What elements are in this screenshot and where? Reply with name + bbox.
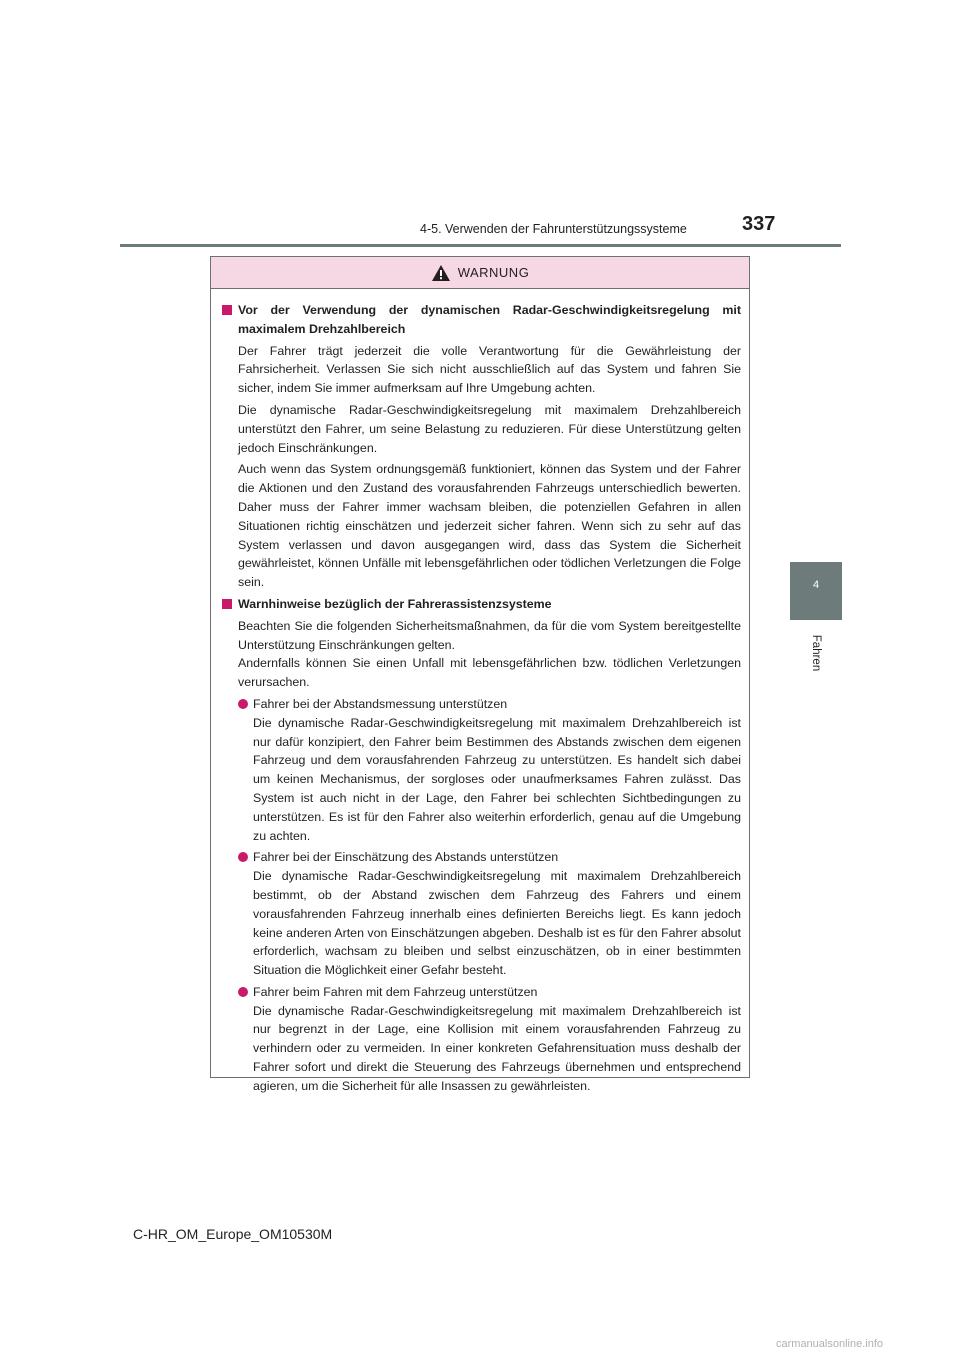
warning-box: [210, 256, 750, 1093]
paragraph: Auch wenn das System ordnungsgemäß funktioniert, können das System und der Fahrer die Aktionen und den Zustand des vorausfahrenden Fahrzeugs unterschiedlich bewerten. Daher muss der Fahrer immer wachsam bleiben, die potenziellen Gefahren in allen Situationen richtig einschätzen und jederzeit sicher fahren. Wenn sich zu sehr auf das System verlassen und davon ausgegangen wird, dass das System die Sicherheit gewährleistet, können Unfälle mit lebensgefährlichen oder tödlichen Verletzungen die Folge sein.: [238, 462, 741, 590]
section-heading-text: Vor der Verwendung der dynamischen Radar-Geschwindigkeitsregelung mit maximalem Drehzahlbereich: [238, 303, 741, 336]
chapter-label: Fahren: [810, 634, 822, 672]
bullet-text: Die dynamische Radar-Geschwindigkeitsregelung mit maximalem Drehzahlbereich bestimmt, ob der Abstand zwischen dem Fahrzeug des Fahrers und einem vorausfahrenden Fahrzeug innerhalb eines definierten Bereichs liegt. Es kann jedoch keine anderen Arten von Einschätzungen abgeben. Deshalb ist es für den Fahrer absolut erforderlich, wachsam zu bleiben und selbst einzuschätzen, ob in einer bestimmten Situation die Möglichkeit einer Gefahr besteht.: [253, 869, 741, 978]
warning-triangle-icon: [431, 264, 451, 282]
bullet-title: Fahrer beim Fahren mit dem Fahrzeug unterstützen: [253, 984, 538, 999]
warning-header: [211, 257, 749, 289]
watermark: carmanualsonline.info: [776, 1338, 884, 1350]
paragraph: Der Fahrer trägt jederzeit die volle Verantwortung für die Gewährleistung der Fahrsicherheit. Verlassen Sie sich nicht ausschließlich auf das System und fahren Sie sicher, indem Sie immer aufmerksam auf Ihre Umgebung achten.: [238, 343, 741, 396]
chapter-number: 4: [812, 579, 820, 591]
bullet-item: [220, 695, 741, 845]
chapter-label-container: [796, 628, 836, 678]
bullet-item: [220, 983, 741, 1096]
square-bullet-icon: [222, 599, 232, 609]
warning-body: [211, 289, 749, 1096]
circle-bullet-icon: [238, 852, 248, 862]
bullet-title: Fahrer bei der Einschätzung des Abstands unterstützen: [253, 850, 559, 865]
section-heading: [220, 301, 741, 339]
paragraph: Beachten Sie die folgenden Sicherheitsmaßnahmen, da für die vom System bereitgestellte Unterstützung Einschränkungen gelten. Andernfalls können Sie einen Unfall mit lebensgefährlichen bzw. tödlichen Verletzungen verursachen.: [238, 618, 741, 690]
circle-bullet-icon: [238, 987, 248, 997]
bullet-text: Die dynamische Radar-Geschwindigkeitsregelung mit maximalem Drehzahlbereich ist nur dafür konzipiert, den Fahrer beim Bestimmen des Abstands zwischen dem eigenen Fahrzeug und dem vorausfahrenden Fahrzeug zu unterstützen. Es handelt sich dabei um keinen Mechanismus, der sorgloses oder unaufmerksames Fahren zulässt. Das System ist auch nicht in der Lage, den Fahrer bei schlechten Sichtbedingungen zu unterstützen. Es ist für den Fahrer also weiterhin erforderlich, genau auf die Umgebung zu achten.: [253, 715, 741, 843]
chapter-tab: [790, 562, 842, 620]
circle-bullet-icon: [238, 699, 248, 709]
section-heading-text: Warnhinweise bezüglich der Fahrerassistenzsysteme: [238, 596, 552, 611]
bullet-item: [220, 848, 741, 980]
square-bullet-icon: [222, 305, 232, 315]
document-code: C-HR_OM_Europe_OM10530M: [133, 1226, 333, 1242]
page-number: 337: [742, 213, 776, 235]
header-divider: [120, 244, 841, 247]
warning-title: WARNUNG: [457, 265, 530, 280]
bullet-text: Die dynamische Radar-Geschwindigkeitsregelung mit maximalem Drehzahlbereich ist nur begrenzt in der Lage, eine Kollision mit einem vorausfahrenden Fahrzeug zu verhindern oder zu vermeiden. In einer konkreten Gefahrensituation muss deshalb der Fahrer sofort und direkt die Steuerung des Fahrzeugs übernehmen und entsprechend agieren, um die Sicherheit für alle Insassen zu gewährleisten.: [253, 1003, 741, 1093]
warning-section-radar: [220, 301, 741, 592]
warning-section-assist: [220, 595, 741, 1096]
paragraph: Die dynamische Radar-Geschwindigkeitsregelung mit maximalem Drehzahlbereich unterstützt den Fahrer, um seine Belastung zu reduzieren. Für diese Unterstützung gelten jedoch Einschränkungen.: [238, 402, 741, 455]
section-title: 4-5. Verwenden der Fahrunterstützungssysteme: [420, 222, 687, 236]
section-heading: [220, 595, 741, 614]
bullet-title: Fahrer bei der Abstandsmessung unterstützen: [253, 696, 508, 711]
